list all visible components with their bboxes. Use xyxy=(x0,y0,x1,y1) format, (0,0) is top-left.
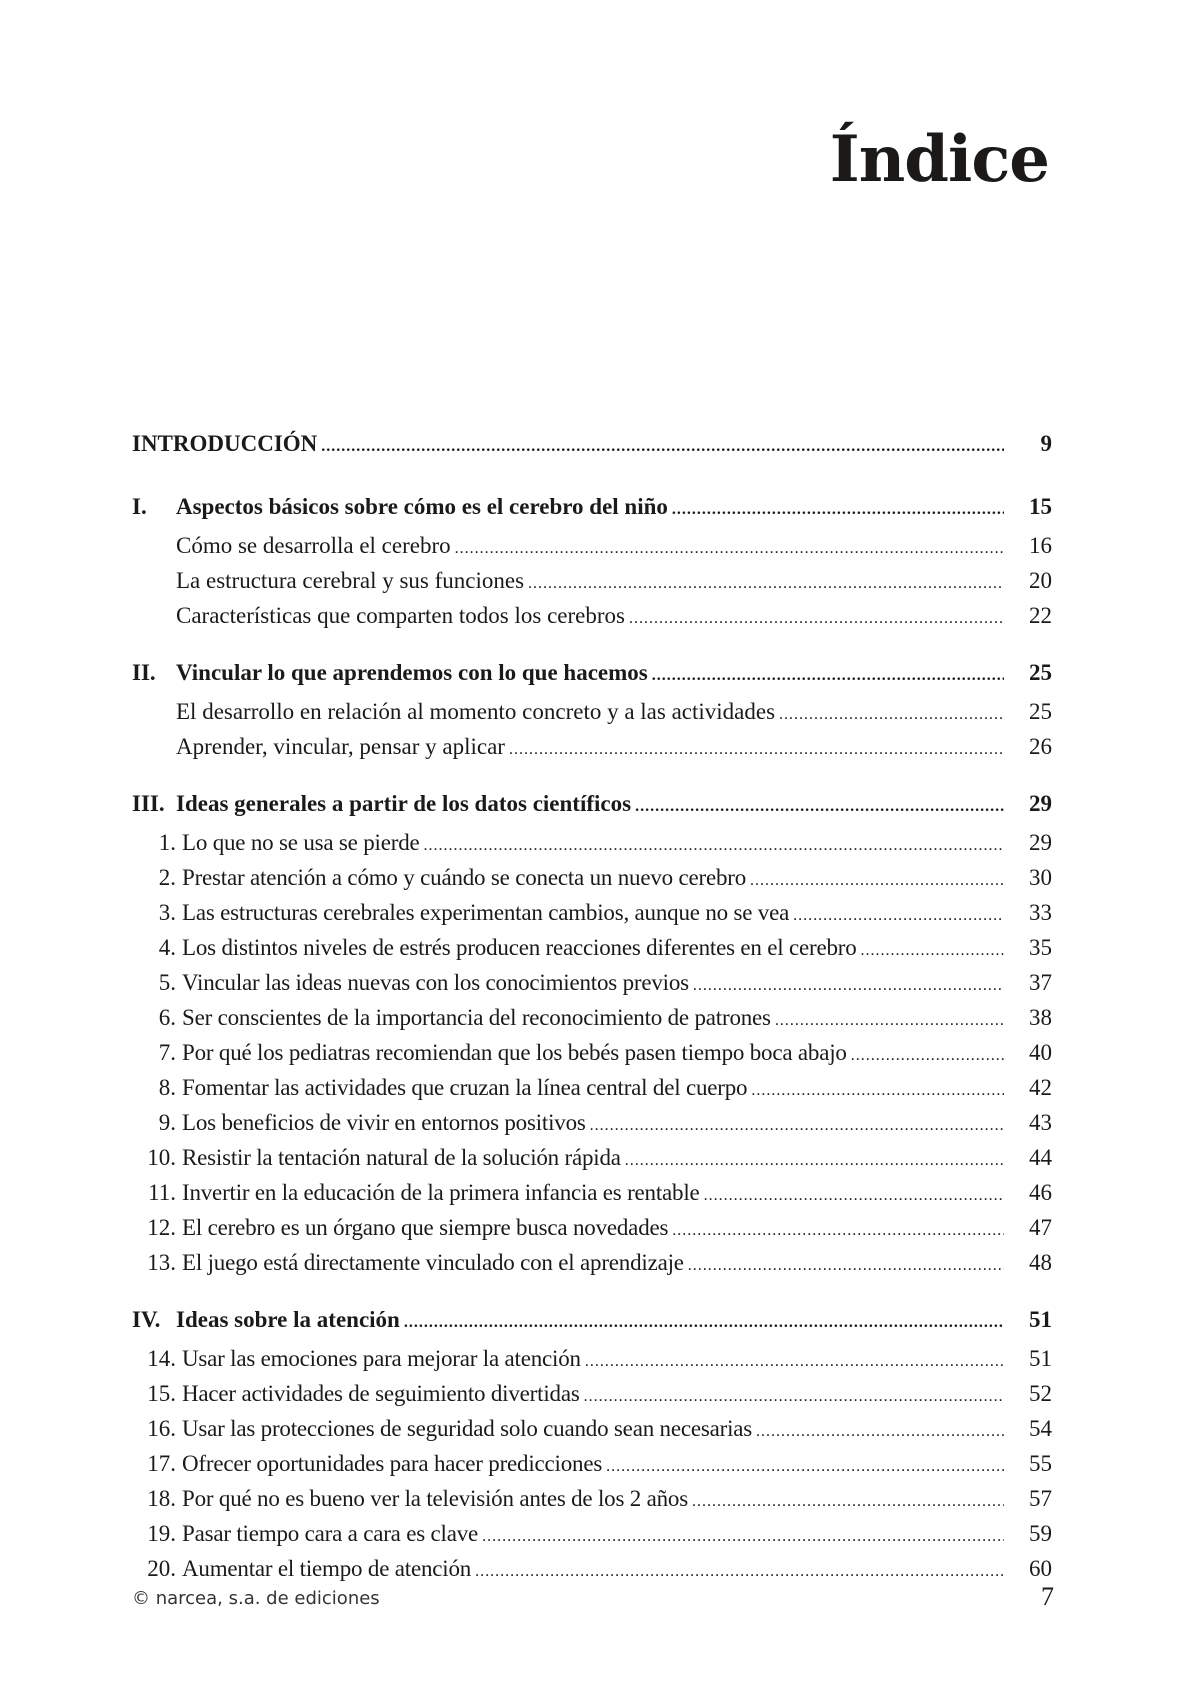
chapter-number: II. xyxy=(132,660,156,685)
item-title: Prestar atención a cómo y cuándo se conecta un nuevo cerebro xyxy=(182,865,747,890)
item-page: 52 xyxy=(1029,1381,1052,1406)
item-number: 2. xyxy=(158,865,176,890)
item-title: Fomentar las actividades que cruzan la línea central del cuerpo xyxy=(182,1075,748,1100)
chapter-page: 29 xyxy=(1029,791,1052,816)
dot-leader xyxy=(672,1215,1004,1247)
toc-numbered-item[interactable] xyxy=(132,1002,1052,1037)
item-page: 57 xyxy=(1029,1486,1052,1511)
chapter-number: IV. xyxy=(132,1307,161,1332)
toc-numbered-item[interactable] xyxy=(132,967,1052,1002)
item-title: Pasar tiempo cara a cara es clave xyxy=(182,1521,479,1546)
toc-numbered-item[interactable] xyxy=(132,1483,1052,1518)
item-title: Vincular las ideas nuevas con los conocimientos previos xyxy=(182,970,689,995)
dot-leader xyxy=(629,603,1004,635)
item-number: 9. xyxy=(158,1110,176,1135)
item-title: Por qué los pediatras recomiendan que los bebés pasen tiempo boca abajo xyxy=(182,1040,847,1065)
item-number: 18. xyxy=(147,1486,176,1511)
section-page: 26 xyxy=(1029,734,1052,759)
section-title: Cómo se desarrolla el cerebro xyxy=(176,533,451,558)
toc-section[interactable] xyxy=(132,696,1052,731)
item-page: 42 xyxy=(1029,1075,1052,1100)
dot-leader xyxy=(590,1110,1004,1142)
toc-chapter[interactable] xyxy=(132,491,1052,526)
toc-numbered-item[interactable] xyxy=(132,1413,1052,1448)
dot-leader xyxy=(779,699,1004,731)
section-page: 25 xyxy=(1029,699,1052,724)
toc-chapter[interactable] xyxy=(132,657,1052,692)
item-page: 29 xyxy=(1029,830,1052,855)
chapter-title: Ideas sobre la atención xyxy=(176,1307,400,1332)
dot-leader xyxy=(750,865,1004,897)
dot-leader xyxy=(693,970,1004,1002)
section-title: La estructura cerebral y sus funciones xyxy=(176,568,525,593)
item-number: 5. xyxy=(158,970,176,995)
toc-section[interactable] xyxy=(132,731,1052,766)
entry-page: 9 xyxy=(1040,431,1052,456)
item-number: 20. xyxy=(147,1556,176,1581)
toc-numbered-item[interactable] xyxy=(132,1553,1052,1588)
dot-leader xyxy=(424,830,1004,862)
item-title: Invertir en la educación de la primera infancia es rentable xyxy=(182,1180,700,1205)
toc-section[interactable] xyxy=(132,600,1052,635)
section-page: 16 xyxy=(1029,533,1052,558)
toc-numbered-item[interactable] xyxy=(132,827,1052,862)
item-title: El cerebro es un órgano que siempre busca novedades xyxy=(182,1215,669,1240)
dot-leader xyxy=(793,900,1004,932)
item-title: Los beneficios de vivir en entornos positivos xyxy=(182,1110,586,1135)
item-number: 16. xyxy=(147,1416,176,1441)
page-title: Índice xyxy=(829,122,1049,197)
footer-page-number: 7 xyxy=(1041,1582,1054,1611)
dot-leader xyxy=(672,494,1004,526)
toc-section[interactable] xyxy=(132,530,1052,565)
dot-leader xyxy=(528,568,1004,600)
dot-leader xyxy=(692,1486,1004,1518)
dot-leader xyxy=(455,533,1004,565)
item-page: 43 xyxy=(1029,1110,1052,1135)
item-page: 60 xyxy=(1029,1556,1052,1581)
toc-numbered-item[interactable] xyxy=(132,1518,1052,1553)
item-number: 8. xyxy=(158,1075,176,1100)
item-number: 14. xyxy=(147,1346,176,1371)
toc-section[interactable] xyxy=(132,565,1052,600)
item-number: 15. xyxy=(147,1381,176,1406)
item-title: Resistir la tentación natural de la solución rápida xyxy=(182,1145,621,1170)
item-page: 48 xyxy=(1029,1250,1052,1275)
toc-numbered-item[interactable] xyxy=(132,1037,1052,1072)
dot-leader xyxy=(751,1075,1004,1107)
item-page: 40 xyxy=(1029,1040,1052,1065)
dot-leader xyxy=(584,1381,1004,1413)
item-title: Ofrecer oportunidades para hacer predicciones xyxy=(182,1451,603,1476)
item-page: 46 xyxy=(1029,1180,1052,1205)
dot-leader xyxy=(404,1307,1004,1339)
chapter-title: Vincular lo que aprendemos con lo que hacemos xyxy=(176,660,648,685)
toc-numbered-item[interactable] xyxy=(132,1247,1052,1282)
chapter-page: 15 xyxy=(1029,494,1052,519)
item-number: 19. xyxy=(147,1521,176,1546)
item-page: 35 xyxy=(1029,935,1052,960)
item-page: 54 xyxy=(1029,1416,1052,1441)
item-number: 7. xyxy=(158,1040,176,1065)
dot-leader xyxy=(688,1250,1004,1282)
dot-leader xyxy=(635,791,1004,823)
chapter-title: Aspectos básicos sobre cómo es el cerebro del niño xyxy=(176,494,668,519)
toc-chapter[interactable] xyxy=(132,1304,1052,1339)
chapter-page: 51 xyxy=(1029,1307,1052,1332)
item-number: 4. xyxy=(158,935,176,960)
item-page: 30 xyxy=(1029,865,1052,890)
item-page: 55 xyxy=(1029,1451,1052,1476)
item-number: 1. xyxy=(158,830,176,855)
section-title: Aprender, vincular, pensar y aplicar xyxy=(176,734,505,759)
item-number: 17. xyxy=(147,1451,176,1476)
entry-label: INTRODUCCIÓN xyxy=(132,431,318,456)
chapter-title: Ideas generales a partir de los datos científicos xyxy=(176,791,632,816)
chapter-number: I. xyxy=(132,494,147,519)
item-page: 38 xyxy=(1029,1005,1052,1030)
dot-leader xyxy=(585,1346,1004,1378)
dot-leader xyxy=(482,1521,1004,1553)
item-number: 11. xyxy=(148,1180,176,1205)
item-title: Los distintos niveles de estrés producen reacciones diferentes en el cerebro xyxy=(182,935,857,960)
dot-leader xyxy=(851,1040,1004,1072)
toc-numbered-item[interactable] xyxy=(132,1142,1052,1177)
item-number: 6. xyxy=(158,1005,176,1030)
item-title: Ser conscientes de la importancia del reconocimiento de patrones xyxy=(182,1005,771,1030)
chapter-page: 25 xyxy=(1029,660,1052,685)
toc-numbered-item[interactable] xyxy=(132,1378,1052,1413)
dot-leader xyxy=(756,1416,1004,1448)
item-title: Por qué no es bueno ver la televisión antes de los 2 años xyxy=(182,1486,688,1511)
item-title: Usar las emociones para mejorar la atención xyxy=(182,1346,581,1371)
table-of-contents xyxy=(132,428,1052,1588)
item-title: Aumentar el tiempo de atención xyxy=(182,1556,472,1581)
item-title: Lo que no se usa se pierde xyxy=(182,830,420,855)
item-title: Las estructuras cerebrales experimentan cambios, aunque no se vea xyxy=(182,900,790,925)
dot-leader xyxy=(321,431,1004,463)
item-number: 10. xyxy=(147,1145,176,1170)
toc-numbered-item[interactable] xyxy=(132,1343,1052,1378)
dot-leader xyxy=(625,1145,1004,1177)
toc-numbered-item[interactable] xyxy=(132,1448,1052,1483)
item-title: El juego está directamente vinculado con el aprendizaje xyxy=(182,1250,684,1275)
section-page: 22 xyxy=(1029,603,1052,628)
section-page: 20 xyxy=(1029,568,1052,593)
toc-numbered-item[interactable] xyxy=(132,1212,1052,1247)
toc-numbered-item[interactable] xyxy=(132,862,1052,897)
toc-numbered-item[interactable] xyxy=(132,897,1052,932)
dot-leader xyxy=(861,935,1004,967)
item-page: 33 xyxy=(1029,900,1052,925)
dot-leader xyxy=(704,1180,1004,1212)
dot-leader xyxy=(652,660,1004,692)
toc-numbered-item[interactable] xyxy=(132,1177,1052,1212)
item-number: 12. xyxy=(147,1215,176,1240)
chapter-list xyxy=(132,491,1052,1588)
toc-numbered-item[interactable] xyxy=(132,932,1052,967)
dot-leader xyxy=(606,1451,1004,1483)
item-page: 59 xyxy=(1029,1521,1052,1546)
item-number: 13. xyxy=(147,1250,176,1275)
footer-publisher: © narcea, s.a. de ediciones xyxy=(132,1588,380,1609)
chapter-number: III. xyxy=(132,791,165,816)
section-title: Características que comparten todos los cerebros xyxy=(176,603,625,628)
item-page: 47 xyxy=(1029,1215,1052,1240)
item-number: 3. xyxy=(158,900,176,925)
toc-entry-introduccion[interactable] xyxy=(132,428,1052,463)
section-title: El desarrollo en relación al momento concreto y a las actividades xyxy=(176,699,776,724)
toc-numbered-item[interactable] xyxy=(132,1072,1052,1107)
dot-leader xyxy=(775,1005,1004,1037)
item-page: 51 xyxy=(1029,1346,1052,1371)
item-title: Usar las protecciones de seguridad solo cuando sean necesarias xyxy=(182,1416,753,1441)
toc-chapter[interactable] xyxy=(132,788,1052,823)
item-title: Hacer actividades de seguimiento divertidas xyxy=(182,1381,580,1406)
dot-leader xyxy=(509,734,1004,766)
item-page: 37 xyxy=(1029,970,1052,995)
toc-numbered-item[interactable] xyxy=(132,1107,1052,1142)
dot-leader xyxy=(475,1556,1004,1588)
item-page: 44 xyxy=(1029,1145,1052,1170)
